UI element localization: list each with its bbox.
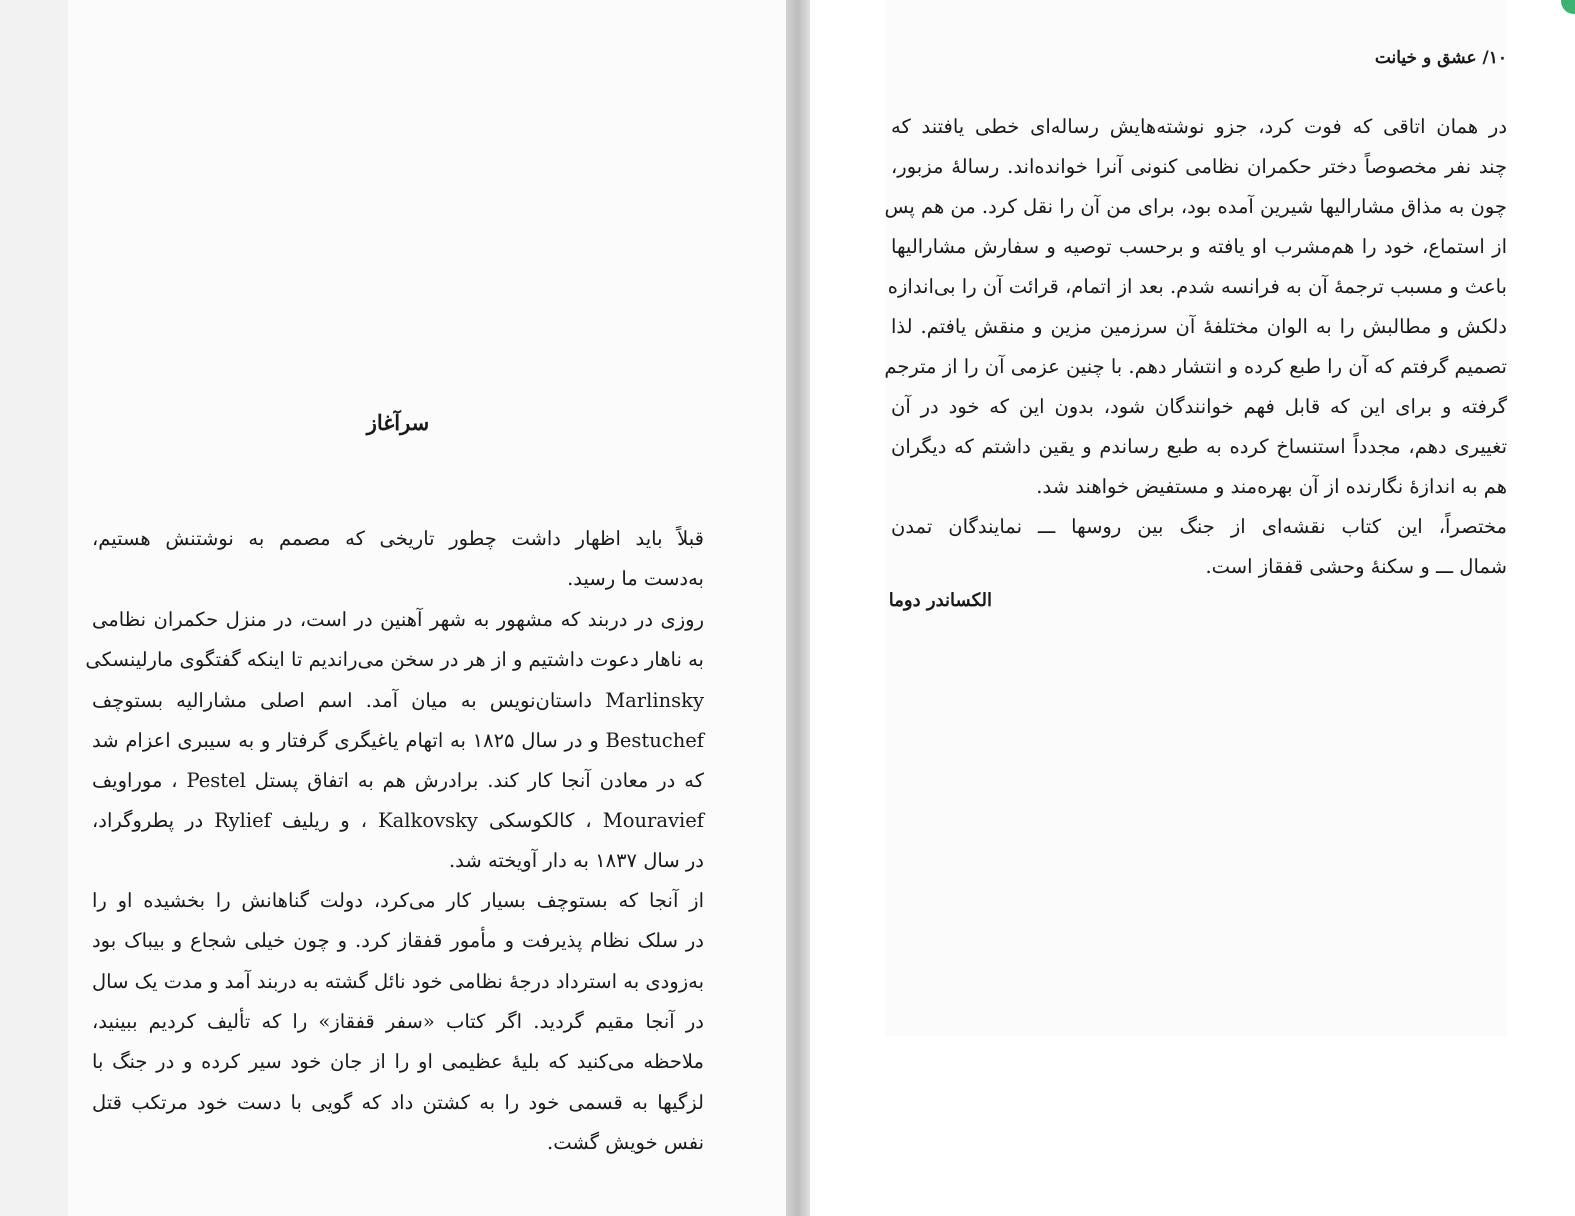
text-line: لزگیها به قسمی خود را به کشتن داد که گویی با دست خود مرتکب قتل [92,1091,704,1114]
corner-indicator [1561,0,1575,14]
text-line: تغییری دهم، مجدداً استنساخ کرده به طبع رساندم و یقین داشتم که دیگران [891,435,1507,458]
text-line: چون به مذاق مشارالیها شیرین آمده بود، برای من آن را نقل کرد. من هم پس [884,195,1507,218]
text-line: هم به اندازهٔ نگارنده از آن بهره‌مند و مستفیض خواهند شد. [1036,475,1507,498]
text-line: شمال ـــ و سکنهٔ وحشی قفقاز است. [1205,555,1507,578]
right-page [810,0,1575,1216]
text-line: Bestuchef و در سال ۱۸۲۵ به اتهام یاغیگری گرفتار و به سیبری اعزام شد [92,729,705,752]
text-line: روزی در دربند که مشهور به شهر آهنین در است، در منزل حکمران نظامی [92,608,704,631]
text-line: به‌زودی به استرداد درجهٔ نظامی خود نائل گشته به دربند آمد و مدت یک سال [92,970,704,993]
text-line: در همان اتاقی که فوت کرد، جزو نوشته‌هایش رساله‌ای خطی یافتند که [891,115,1507,138]
text-line: مختصراً، این کتاب نقشه‌ای از جنگ بین روسها ـــ نمایندگان تمدن [891,515,1507,538]
text-line: در آنجا مقیم گردید. اگر کتاب «سفر قفقاز» را که تألیف کردیم ببینید، [92,1010,704,1033]
text-line: گرفته و برای این که قابل فهم خوانندگان شود، بدون این که خود در آن [891,395,1507,418]
running-head: ۱۰/ عشق و خیانت [1374,48,1507,68]
text-line: باعث و مسبب ترجمهٔ آن به فرانسه شدم. بعد از اتمام، قرائت آن را بی‌اندازه [887,275,1507,298]
left-page [68,0,786,1216]
section-title: سرآغاز [366,410,430,435]
text-line: دلکش و مطالبش را به الوان مختلفهٔ آن سرزمین مزین و منقش یافتم. لذا [891,315,1507,338]
text-line: که در معادن آنجا کار کند. برادرش هم به اتفاق پستل Pestel ، موراویف [92,769,705,792]
text-line: از استماع، خود را هم‌مشرب او یافته و برحسب توصیه و سفارش مشارالیها [891,235,1507,258]
text-line: چند نفر مخصوصاً دختر حکمران نظامی کنونی آنرا خوانده‌اند. رسالهٔ مزبور، [891,155,1507,178]
text-line: در سال ۱۸۳۷ به دار آویخته شد. [448,849,704,872]
text-line: در سلک نظام پذیرفت و مأمور قفقاز کرد. و چون خیلی شجاع و بیباک بود [92,929,704,952]
text-line: نفس خویش گشت. [547,1131,704,1154]
text-line: Mouravief ، کالکوسکی Kalkovsky ، و ریلیف Rylief در پطروگراد، [92,809,704,832]
text-line: ملاحظه می‌کنید که بلیهٔ عظیمی او را از جان خود سیر کرده و در جنگ با [92,1050,704,1073]
text-line: به ناهار دعوت داشتیم و از هر در سخن می‌راندیم تا اینکه گفتگوی مارلینسکی [85,648,704,671]
text-line: به‌دست ما رسید. [567,567,704,590]
text-line: قبلاً باید اظهار داشت چطور تاریخی که مصمم به نوشتنش هستیم، [92,527,704,550]
text-line: تصمیم گرفتم که آن را طبع کرده و انتشار دهم. با چنین عزمی آن را از مترجم [884,355,1507,378]
text-line: Marlinsky داستان‌نویس به میان آمد. اسم اصلی مشارالیه بستوچف [92,689,704,712]
author-signature: الکساندر دوما [888,590,992,611]
text-line: از آنجا که بستوچف بسیار کار می‌کرد، دولت گناهانش را بخشیده او را [92,889,704,912]
page-gutter [786,0,810,1216]
